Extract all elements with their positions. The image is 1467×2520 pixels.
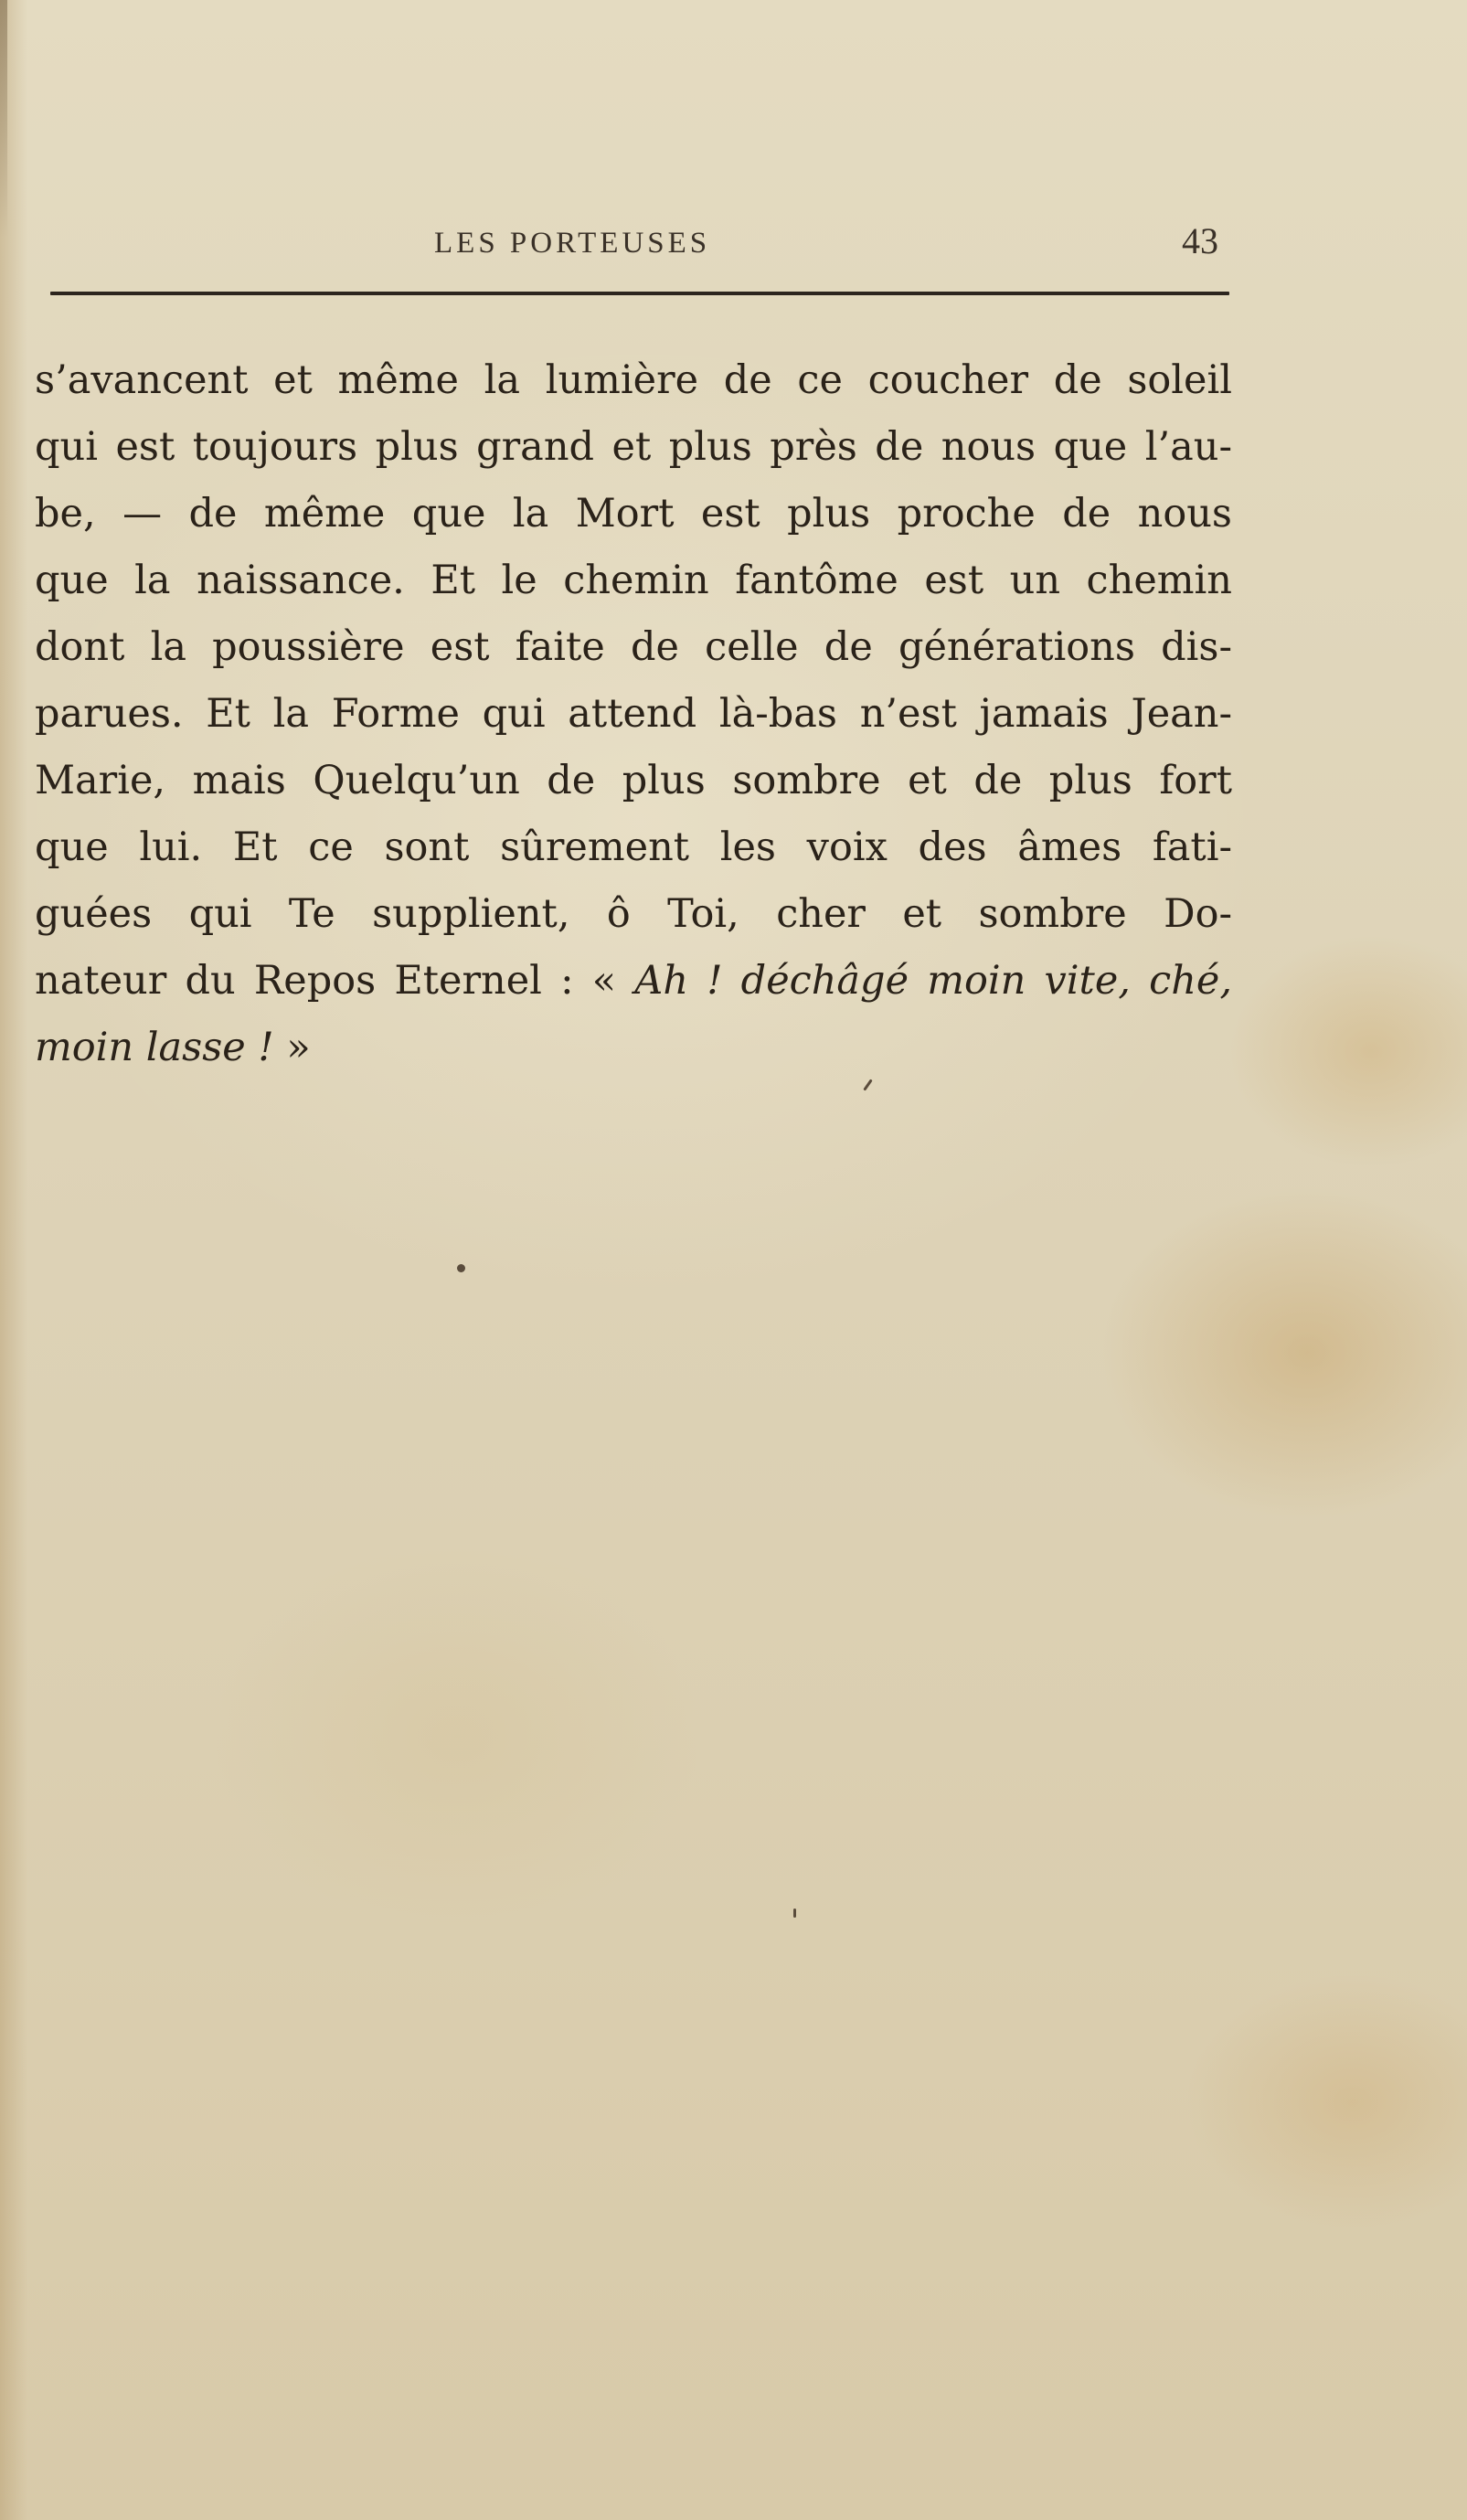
ink-speck	[457, 1264, 465, 1272]
text-roman: nateur du Repos Eternel : «	[35, 958, 617, 1004]
text-line: que la naissance. Et le chemin fantôme est un chemin	[35, 558, 1232, 603]
text-line: dont la poussière est faite de celle de générations dis-	[35, 624, 1232, 670]
closing-guillemet: »	[286, 1025, 311, 1070]
text-line: Marie, mais Quelqu’un de plus sombre et de plus fort	[35, 758, 1232, 803]
page-edge-shadow	[0, 0, 7, 238]
text-line: que lui. Et ce sont sûrement les voix des âmes fati-	[35, 824, 1232, 870]
text-line: parues. Et la Forme qui attend là-bas n’est jamais Jean-	[35, 691, 1232, 737]
text-line: s’avancent et même la lumière de ce coucher de soleil	[35, 357, 1232, 403]
text-line: guées qui Te supplient, ô Toi, cher et sombre Do-	[35, 891, 1232, 937]
text-line-last	[35, 1015, 1232, 1081]
text-line-mixed	[35, 948, 1232, 1015]
text-line: qui est toujours plus grand et plus près de nous que l’au-	[35, 424, 1232, 470]
ink-speck	[793, 1909, 796, 1918]
header-rule	[50, 292, 1229, 295]
running-header	[0, 219, 1467, 265]
running-title: LES PORTEUSES	[434, 227, 711, 260]
quote-italic: Ah ! déchâgé moin vite, ché,	[634, 958, 1233, 1004]
page-number: 43	[1182, 220, 1218, 261]
text-line: be, — de même que la Mort est plus proche de nous	[35, 491, 1232, 537]
quote-italic: moin lasse !	[35, 1025, 274, 1070]
body-paragraph	[35, 347, 1232, 1081]
